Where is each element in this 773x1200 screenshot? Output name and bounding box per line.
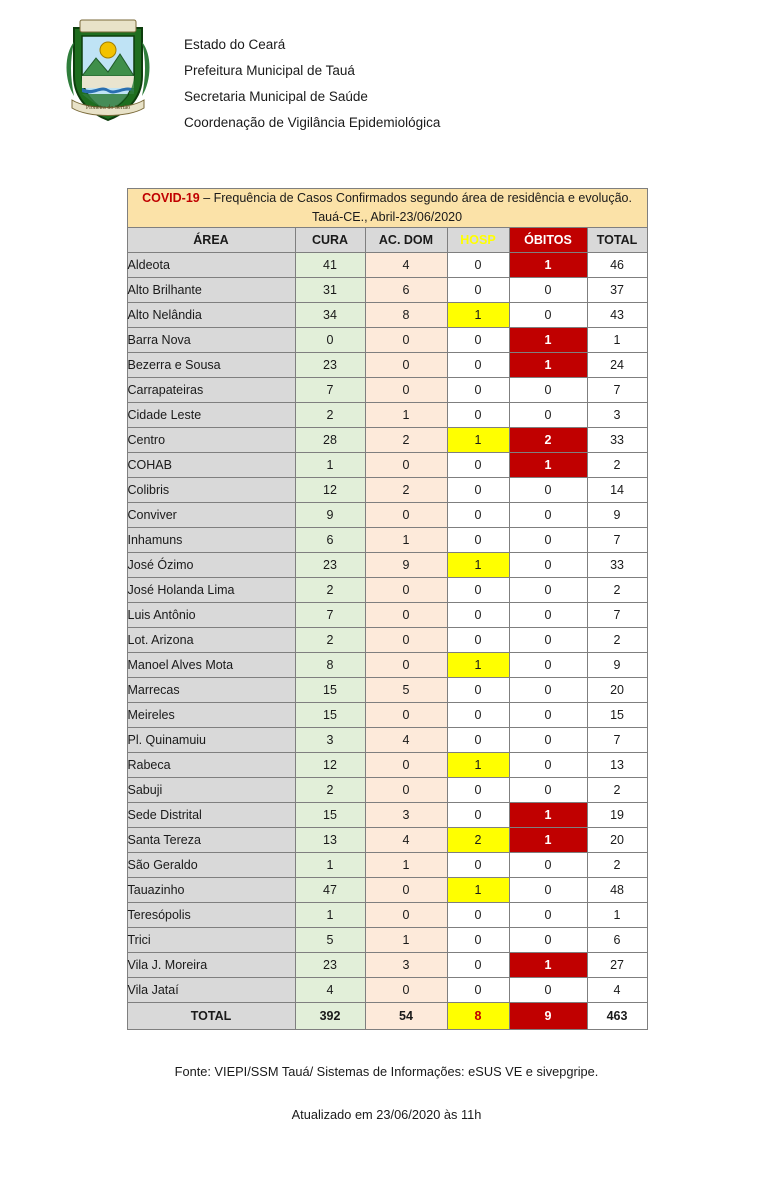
table-row [127, 278, 647, 303]
row-acdom: 9 [365, 553, 447, 578]
row-acdom: 1 [365, 528, 447, 553]
row-total: 20 [587, 828, 647, 853]
row-acdom: 6 [365, 278, 447, 303]
total-label: TOTAL [127, 1003, 295, 1030]
row-obitos: 1 [509, 253, 587, 278]
row-cura: 2 [295, 403, 365, 428]
row-hosp: 0 [447, 328, 509, 353]
table-row [127, 578, 647, 603]
row-area: Bezerra e Sousa [127, 353, 295, 378]
row-hosp: 0 [447, 528, 509, 553]
col-header-hosp: HOSP [447, 228, 509, 253]
brasao-taua-icon [60, 14, 156, 126]
row-obitos: 0 [509, 603, 587, 628]
row-obitos: 0 [509, 503, 587, 528]
row-cura: 5 [295, 928, 365, 953]
row-cura: 15 [295, 803, 365, 828]
table-row [127, 503, 647, 528]
row-cura: 47 [295, 878, 365, 903]
row-area: Colibris [127, 478, 295, 503]
row-hosp: 0 [447, 278, 509, 303]
row-acdom: 3 [365, 803, 447, 828]
row-area: Sabuji [127, 778, 295, 803]
row-area: Manoel Alves Mota [127, 653, 295, 678]
row-cura: 28 [295, 428, 365, 453]
row-acdom: 0 [365, 703, 447, 728]
table-row [127, 253, 647, 278]
row-total: 2 [587, 628, 647, 653]
row-total: 2 [587, 578, 647, 603]
row-total: 20 [587, 678, 647, 703]
row-area: Lot. Arizona [127, 628, 295, 653]
row-hosp: 0 [447, 978, 509, 1003]
row-acdom: 0 [365, 903, 447, 928]
row-obitos: 1 [509, 828, 587, 853]
table-row [127, 903, 647, 928]
table-row [127, 628, 647, 653]
row-cura: 23 [295, 353, 365, 378]
row-area: Meireles [127, 703, 295, 728]
header-line-estado: Estado do Ceará [184, 37, 286, 52]
row-area: Trici [127, 928, 295, 953]
row-obitos: 1 [509, 453, 587, 478]
total-hosp: 8 [447, 1003, 509, 1030]
row-area: Aldeota [127, 253, 295, 278]
row-total: 24 [587, 353, 647, 378]
row-cura: 7 [295, 603, 365, 628]
row-area: Santa Tereza [127, 828, 295, 853]
row-obitos: 0 [509, 928, 587, 953]
row-obitos: 0 [509, 853, 587, 878]
row-area: Luis Antônio [127, 603, 295, 628]
row-total: 7 [587, 378, 647, 403]
row-obitos: 0 [509, 978, 587, 1003]
table-row [127, 378, 647, 403]
row-area: Centro [127, 428, 295, 453]
table-row [127, 478, 647, 503]
row-area: Tauazinho [127, 878, 295, 903]
row-area: Alto Nelândia [127, 303, 295, 328]
row-cura: 31 [295, 278, 365, 303]
table-row [127, 428, 647, 453]
table-row [127, 603, 647, 628]
row-acdom: 0 [365, 978, 447, 1003]
row-hosp: 0 [447, 928, 509, 953]
row-obitos: 0 [509, 553, 587, 578]
document-header [0, 0, 773, 136]
row-acdom: 0 [365, 778, 447, 803]
row-total: 7 [587, 728, 647, 753]
row-acdom: 4 [365, 728, 447, 753]
row-acdom: 2 [365, 478, 447, 503]
row-total: 7 [587, 528, 647, 553]
total-total: 463 [587, 1003, 647, 1030]
table-row [127, 753, 647, 778]
row-total: 3 [587, 403, 647, 428]
row-hosp: 0 [447, 503, 509, 528]
row-cura: 0 [295, 328, 365, 353]
row-obitos: 0 [509, 578, 587, 603]
row-cura: 4 [295, 978, 365, 1003]
table-row [127, 403, 647, 428]
table-title [127, 189, 647, 228]
row-cura: 1 [295, 453, 365, 478]
header-line-coordenacao: Coordenação de Vigilância Epidemiológica [184, 115, 441, 130]
covid-table-wrapper [127, 188, 647, 1030]
row-obitos: 0 [509, 403, 587, 428]
row-area: Conviver [127, 503, 295, 528]
table-body [127, 253, 647, 1003]
row-area: Inhamuns [127, 528, 295, 553]
row-acdom: 1 [365, 403, 447, 428]
row-cura: 13 [295, 828, 365, 853]
row-obitos: 0 [509, 653, 587, 678]
row-obitos: 0 [509, 703, 587, 728]
row-obitos: 0 [509, 903, 587, 928]
row-cura: 41 [295, 253, 365, 278]
row-acdom: 1 [365, 928, 447, 953]
row-acdom: 8 [365, 303, 447, 328]
row-cura: 15 [295, 678, 365, 703]
row-total: 33 [587, 428, 647, 453]
row-acdom: 0 [365, 878, 447, 903]
table-total-row [127, 1003, 647, 1030]
row-acdom: 5 [365, 678, 447, 703]
row-cura: 3 [295, 728, 365, 753]
row-total: 2 [587, 453, 647, 478]
table-row [127, 803, 647, 828]
row-total: 9 [587, 653, 647, 678]
row-acdom: 0 [365, 378, 447, 403]
row-cura: 23 [295, 953, 365, 978]
row-total: 46 [587, 253, 647, 278]
row-total: 37 [587, 278, 647, 303]
table-row [127, 653, 647, 678]
row-area: Marrecas [127, 678, 295, 703]
row-cura: 1 [295, 903, 365, 928]
row-area: Sede Distrital [127, 803, 295, 828]
row-hosp: 0 [447, 253, 509, 278]
row-cura: 2 [295, 778, 365, 803]
row-obitos: 1 [509, 953, 587, 978]
row-acdom: 0 [365, 578, 447, 603]
row-hosp: 1 [447, 428, 509, 453]
row-hosp: 1 [447, 878, 509, 903]
table-row [127, 353, 647, 378]
row-obitos: 0 [509, 628, 587, 653]
row-total: 15 [587, 703, 647, 728]
header-line-secretaria: Secretaria Municipal de Saúde [184, 89, 368, 104]
total-acdom: 54 [365, 1003, 447, 1030]
table-row [127, 728, 647, 753]
col-header-acdom: AC. DOM [365, 228, 447, 253]
row-total: 2 [587, 778, 647, 803]
total-cura: 392 [295, 1003, 365, 1030]
row-acdom: 0 [365, 653, 447, 678]
row-hosp: 0 [447, 728, 509, 753]
row-cura: 2 [295, 628, 365, 653]
covid-cases-table [127, 188, 648, 1030]
table-header-row [127, 228, 647, 253]
row-area: Rabeca [127, 753, 295, 778]
row-area: José Holanda Lima [127, 578, 295, 603]
row-hosp: 0 [447, 453, 509, 478]
row-cura: 8 [295, 653, 365, 678]
row-hosp: 2 [447, 828, 509, 853]
table-row [127, 453, 647, 478]
col-header-cura: CURA [295, 228, 365, 253]
row-hosp: 0 [447, 853, 509, 878]
table-row [127, 553, 647, 578]
row-area: Cidade Leste [127, 403, 295, 428]
row-area: Vila Jataí [127, 978, 295, 1003]
row-obitos: 0 [509, 753, 587, 778]
table-row [127, 778, 647, 803]
row-cura: 23 [295, 553, 365, 578]
table-row [127, 303, 647, 328]
row-hosp: 0 [447, 578, 509, 603]
row-obitos: 0 [509, 278, 587, 303]
header-line-prefeitura: Prefeitura Municipal de Tauá [184, 63, 355, 78]
footer-source: Fonte: VIEPI/SSM Tauá/ Sistemas de Informações: eSUS VE e sivepgripe. [174, 1064, 599, 1079]
row-obitos: 0 [509, 878, 587, 903]
row-acdom: 0 [365, 328, 447, 353]
row-cura: 15 [295, 703, 365, 728]
table-row [127, 853, 647, 878]
row-hosp: 0 [447, 378, 509, 403]
row-hosp: 0 [447, 628, 509, 653]
table-title-rest: – Frequência de Casos Confirmados segundo área de residência e evolução. Tauá-CE., Abril-23/06/2020 [199, 191, 632, 224]
row-cura: 34 [295, 303, 365, 328]
row-cura: 9 [295, 503, 365, 528]
row-area: Barra Nova [127, 328, 295, 353]
row-hosp: 0 [447, 678, 509, 703]
row-obitos: 2 [509, 428, 587, 453]
table-row [127, 928, 647, 953]
table-row [127, 703, 647, 728]
row-area: Vila J. Moreira [127, 953, 295, 978]
row-area: Carrapateiras [127, 378, 295, 403]
row-total: 7 [587, 603, 647, 628]
row-hosp: 1 [447, 753, 509, 778]
row-acdom: 3 [365, 953, 447, 978]
row-total: 4 [587, 978, 647, 1003]
row-obitos: 0 [509, 778, 587, 803]
row-obitos: 0 [509, 528, 587, 553]
row-total: 6 [587, 928, 647, 953]
row-acdom: 0 [365, 503, 447, 528]
row-acdom: 0 [365, 603, 447, 628]
row-hosp: 0 [447, 703, 509, 728]
total-obitos: 9 [509, 1003, 587, 1030]
row-total: 14 [587, 478, 647, 503]
row-acdom: 0 [365, 753, 447, 778]
row-total: 48 [587, 878, 647, 903]
table-row [127, 678, 647, 703]
row-hosp: 0 [447, 403, 509, 428]
row-obitos: 1 [509, 803, 587, 828]
row-obitos: 1 [509, 328, 587, 353]
col-header-total: TOTAL [587, 228, 647, 253]
col-header-obitos: ÓBITOS [509, 228, 587, 253]
svg-text:Pioneira do Sertão: Pioneira do Sertão [85, 105, 131, 111]
row-hosp: 1 [447, 653, 509, 678]
table-row [127, 328, 647, 353]
row-total: 13 [587, 753, 647, 778]
header-text-block [184, 32, 440, 136]
row-total: 27 [587, 953, 647, 978]
row-total: 19 [587, 803, 647, 828]
row-obitos: 0 [509, 303, 587, 328]
row-area: Teresópolis [127, 903, 295, 928]
row-acdom: 4 [365, 253, 447, 278]
row-obitos: 0 [509, 728, 587, 753]
row-obitos: 0 [509, 378, 587, 403]
row-cura: 1 [295, 853, 365, 878]
row-hosp: 1 [447, 553, 509, 578]
row-cura: 2 [295, 578, 365, 603]
row-cura: 12 [295, 753, 365, 778]
row-total: 2 [587, 853, 647, 878]
row-hosp: 0 [447, 953, 509, 978]
row-hosp: 1 [447, 303, 509, 328]
col-header-area: ÁREA [127, 228, 295, 253]
row-area: José Ózimo [127, 553, 295, 578]
row-obitos: 0 [509, 478, 587, 503]
table-row [127, 828, 647, 853]
row-hosp: 0 [447, 353, 509, 378]
row-acdom: 0 [365, 453, 447, 478]
row-area: Alto Brilhante [127, 278, 295, 303]
row-hosp: 0 [447, 803, 509, 828]
row-acdom: 2 [365, 428, 447, 453]
row-total: 43 [587, 303, 647, 328]
row-cura: 12 [295, 478, 365, 503]
row-obitos: 1 [509, 353, 587, 378]
table-row [127, 953, 647, 978]
document-footer [0, 1064, 773, 1122]
row-acdom: 1 [365, 853, 447, 878]
row-hosp: 0 [447, 478, 509, 503]
row-acdom: 4 [365, 828, 447, 853]
row-total: 33 [587, 553, 647, 578]
row-hosp: 0 [447, 603, 509, 628]
row-acdom: 0 [365, 628, 447, 653]
row-total: 1 [587, 328, 647, 353]
row-cura: 6 [295, 528, 365, 553]
row-obitos: 0 [509, 678, 587, 703]
row-total: 1 [587, 903, 647, 928]
row-hosp: 0 [447, 903, 509, 928]
table-row [127, 978, 647, 1003]
table-row [127, 528, 647, 553]
row-area: São Geraldo [127, 853, 295, 878]
row-area: Pl. Quinamuiu [127, 728, 295, 753]
row-hosp: 0 [447, 778, 509, 803]
row-area: COHAB [127, 453, 295, 478]
footer-updated: Atualizado em 23/06/2020 às 11h [291, 1107, 482, 1122]
row-cura: 7 [295, 378, 365, 403]
row-acdom: 0 [365, 353, 447, 378]
table-row [127, 878, 647, 903]
table-title-highlight: COVID-19 [142, 191, 200, 205]
row-total: 9 [587, 503, 647, 528]
